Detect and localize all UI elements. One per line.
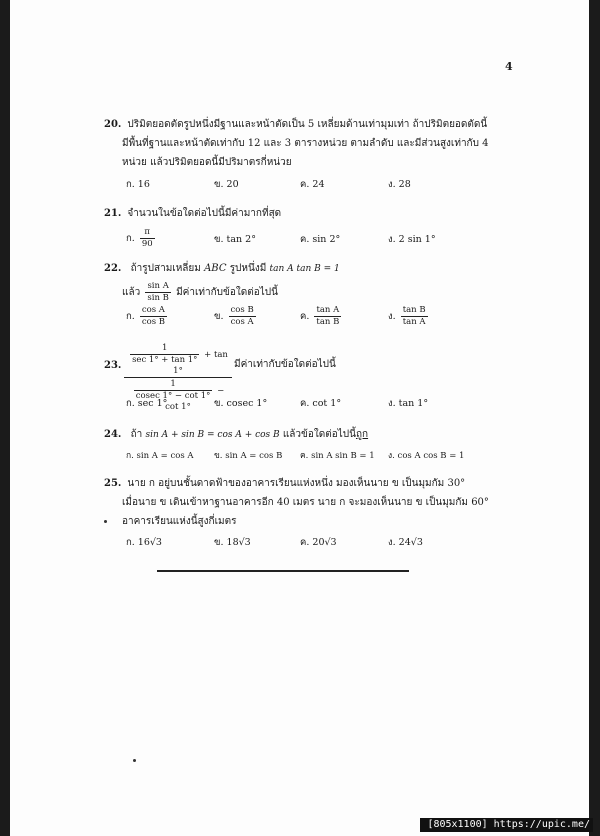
fraction-denominator: cosec 1° − cot 1° (135, 391, 211, 401)
fraction-denominator: sin B (147, 293, 169, 303)
question-text-line: เมื่อนาย ข เดินเข้าหาฐานอาคารอีก 40 เมตร นาย ก จะมองเห็นนาย ข เป็นมุมกัม 60° (122, 497, 489, 508)
option-b[interactable]: ข. tan 2° (214, 234, 256, 245)
question-number: 23. (104, 360, 122, 371)
option-b[interactable] (214, 305, 258, 328)
condition: tan A tan B = 1 (269, 264, 340, 274)
question-number: 24. (104, 429, 122, 440)
question-text-line: นาย ก อยู่บนชั้นดาดฟ้าของอาคารเรียนแห่งหนึ่ง มองเห็นนาย ข เป็นมุมกัม 30° (127, 478, 466, 489)
fraction (229, 305, 256, 328)
fraction-numerator: 1 (134, 379, 213, 391)
question-text: มีค่าเท่ากับข้อใดต่อไปนี้ (176, 287, 278, 298)
option-d[interactable]: ง. cos A cos B = 1 (388, 451, 465, 461)
option-b[interactable]: ข. cosec 1° (214, 398, 268, 409)
fraction-denominator: tan B (316, 317, 340, 327)
fraction (140, 305, 167, 328)
option-a[interactable] (126, 305, 169, 328)
option-d[interactable] (388, 305, 430, 328)
question-number: 22. (104, 263, 122, 274)
question-text: ถ้ารูปสามเหลี่ยม (130, 263, 201, 274)
fraction (401, 305, 428, 328)
option-label: ก. (126, 311, 135, 322)
question-text: รูปหนึ่งมี (229, 263, 267, 274)
option-c[interactable]: ค. cot 1° (300, 398, 342, 409)
option-b[interactable]: ข. 20 (214, 179, 239, 190)
option-c[interactable]: ค. 24 (300, 179, 325, 190)
question-text: แล้ว (122, 287, 141, 298)
option-a[interactable]: ก. sec 1° (126, 398, 168, 409)
question-number: 25. (104, 478, 122, 489)
fraction-denominator: 90 (141, 239, 153, 249)
option-c[interactable]: ค. sin A sin B = 1 (300, 451, 375, 461)
option-a[interactable]: ก. sin A = cos A (126, 451, 194, 461)
option-label: ข. (214, 311, 224, 322)
question-text-line: หน่วย แล้วปริมิตยอดนี้มีปริมาตรกี่หน่วย (122, 157, 292, 168)
option-b[interactable]: ข. sin A = cos B (214, 451, 283, 461)
question-number: 21. (104, 208, 122, 219)
fraction (140, 227, 155, 250)
triangle-label: ABC (204, 263, 227, 274)
option-a[interactable]: ก. 16 (126, 179, 150, 190)
fraction-denominator: sec 1° + tan 1° (132, 355, 198, 365)
option-d[interactable]: ง. tan 1° (388, 398, 429, 409)
question-text-line: อาคารเรียนแห่งนี้สูงกี่เมตร (122, 516, 237, 527)
option-c[interactable]: ค. 20√3 (300, 537, 337, 548)
scan-speck (133, 759, 136, 762)
scan-border-left (0, 0, 10, 836)
question-22 (104, 259, 340, 304)
option-label: ง. (388, 311, 396, 322)
emphasis-correct: ถูก (355, 429, 369, 440)
option-label: ค. (300, 311, 310, 322)
question-20 (104, 115, 489, 172)
scan-speck (104, 520, 107, 523)
fraction (145, 281, 171, 304)
question-text: แล้วข้อใดต่อไปนี้ (282, 429, 356, 440)
option-d[interactable]: ง. 28 (388, 179, 411, 190)
question-text-line: ปริมิตยอดตัดรูปหนึ่งมีฐานและหน้าตัดเป็น 5 เหลี่ยมด้านเท่ามุมเท่า ถ้าปริมิตยอดตัดนี้ (127, 119, 488, 130)
fraction-numerator: sin A (145, 281, 171, 293)
option-c[interactable]: ค. sin 2° (300, 234, 341, 245)
option-a[interactable]: ก. 16√3 (126, 537, 162, 548)
fraction-denominator: tan A (402, 317, 426, 327)
fraction-numerator: tan A (314, 305, 341, 317)
fraction-numerator: cos B (230, 305, 254, 315)
fraction-numerator: tan B (402, 305, 426, 315)
condition: sin A + sin B = cos A + cos B (145, 430, 280, 440)
question-23-text: มีค่าเท่ากับข้อใดต่อไปนี้ (234, 359, 336, 370)
fraction (314, 305, 341, 328)
option-label: ก. (126, 233, 135, 244)
question-21 (104, 204, 281, 223)
fraction-numerator: π (140, 227, 155, 239)
compound-numerator (124, 343, 232, 378)
question-number: 20. (104, 119, 122, 130)
question-24 (104, 425, 368, 445)
question-text-line: มีพื้นที่ฐานและหน้าตัดเท่ากับ 12 และ 3 ตารางหน่วย ตามลำดับ และมีส่วนสูงเท่ากับ 4 (122, 138, 489, 149)
option-b[interactable]: ข. 18√3 (214, 537, 251, 548)
image-source-footer: [805x1100] https://upic.me/ (420, 818, 593, 832)
fraction-denominator: cos A (230, 317, 254, 327)
scan-border-right (589, 0, 600, 836)
fraction-numerator: cos A (140, 305, 167, 317)
fraction-numerator: 1 (130, 343, 199, 355)
page-number: 4 (505, 60, 513, 73)
question-text: จำนวนในข้อใดต่อไปนี้มีค่ามากที่สุด (127, 208, 282, 219)
question-25 (104, 474, 489, 531)
end-divider (157, 570, 409, 572)
fraction-denominator: cos B (141, 317, 166, 327)
option-c[interactable] (300, 305, 343, 328)
option-d[interactable]: ง. 24√3 (388, 537, 423, 548)
fraction (130, 343, 199, 366)
option-a[interactable] (126, 227, 157, 250)
minus-term: − cot 1° (165, 386, 225, 412)
question-text: ถ้า (130, 429, 143, 440)
option-d[interactable]: ง. 2 sin 1° (388, 234, 436, 245)
plus-term: + tan 1° (173, 350, 228, 376)
